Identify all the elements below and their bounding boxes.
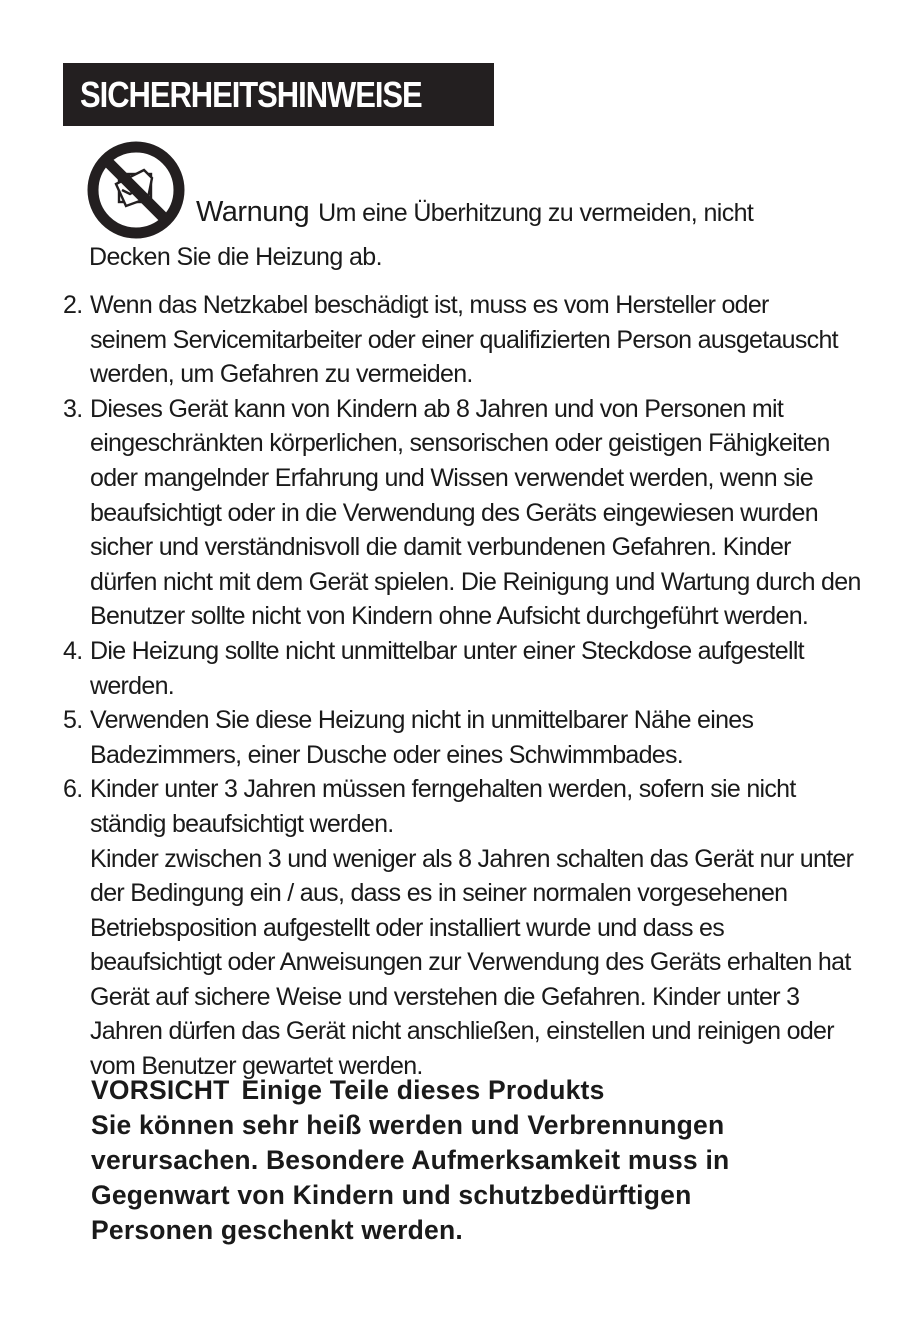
caution-text: Einige Teile dieses Produkts — [241, 1075, 605, 1105]
warning-continuation: Decken Sie die Heizung ab. — [89, 243, 382, 271]
section-title: SICHERHEITSHINWEISE — [80, 74, 422, 115]
item-line: ständig beaufsichtigt werden. — [90, 809, 394, 838]
caution-line — [91, 1073, 729, 1108]
warning-text: Um eine Überhitzung zu vermeiden, nicht — [318, 199, 754, 227]
caution-line: Gegenwart von Kindern und schutzbedürftigen — [91, 1180, 692, 1210]
list-item — [63, 288, 863, 392]
item-number: 6. — [63, 775, 83, 804]
warning-line — [196, 196, 753, 229]
item-number: 2. — [63, 291, 83, 319]
item-number: 5. — [63, 706, 83, 735]
list-item — [63, 703, 863, 772]
caution-line: Sie können sehr heiß werden und Verbrennungen — [91, 1110, 725, 1140]
item-line: eingeschränkten körperlichen, sensorischen oder geistigen Fähigkeiten — [90, 429, 830, 458]
item-line: beaufsichtigt oder in die Verwendung des Geräts eingewiesen wurden — [90, 498, 818, 527]
item-line: vom Benutzer gewartet werden. — [90, 1052, 423, 1081]
item-line: Kinder zwischen 3 und weniger als 8 Jahren schalten das Gerät nur unter — [90, 844, 854, 873]
list-item — [63, 634, 863, 703]
warning-label: Warnung — [196, 196, 310, 228]
item-line: Dieses Gerät kann von Kindern ab 8 Jahren und von Personen mit — [90, 394, 784, 423]
list-item — [63, 772, 863, 841]
item-line: Benutzer sollte nicht von Kindern ohne Aufsicht durchgeführt werden. — [90, 602, 809, 631]
item-line: beaufsichtigt oder Anweisungen zur Verwendung des Geräts erhalten hat — [90, 948, 851, 977]
item-line: Badezimmers, einer Dusche oder eines Schwimmbades. — [90, 740, 684, 769]
caution-notice — [91, 1073, 729, 1248]
item-line: Wenn das Netzkabel beschädigt ist, muss es vom Hersteller oder — [90, 291, 769, 319]
item-line: Gerät auf sichere Weise und verstehen die Gefahren. Kinder unter 3 — [90, 982, 800, 1011]
item-continuation — [63, 842, 863, 1084]
caution-line: verursachen. Besondere Aufmerksamkeit muss in — [91, 1145, 730, 1175]
section-title-bar — [63, 63, 494, 126]
item-line: Verwenden Sie diese Heizung nicht in unmittelbarer Nähe eines — [90, 706, 754, 735]
item-line: werden. — [90, 671, 175, 700]
item-line: seinem Servicemitarbeiter oder einer qualifizierten Person ausgetauscht — [90, 325, 838, 354]
item-line: oder mangelnder Erfahrung und Wissen verwendet werden, wenn sie — [90, 463, 814, 492]
item-number: 4. — [63, 636, 83, 665]
item-number: 3. — [63, 394, 83, 423]
item-line: Kinder unter 3 Jahren müssen ferngehalten werden, sofern sie nicht — [90, 775, 796, 804]
caution-line: Personen geschenkt werden. — [91, 1215, 463, 1245]
item-line: Jahren dürfen das Gerät nicht anschließen, einstellen und reinigen oder — [90, 1017, 834, 1046]
item-line: sicher und verständnisvoll die damit verbundenen Gefahren. Kinder — [90, 533, 791, 562]
item-line: Betriebsposition aufgestellt oder installiert wurde und dass es — [90, 913, 725, 942]
no-covering-icon — [86, 140, 186, 240]
item-line: der Bedingung ein / aus, dass es in seiner normalen vorgesehenen — [90, 879, 788, 908]
list-item — [63, 392, 863, 634]
caution-label: VORSICHT — [91, 1075, 230, 1105]
item-line: dürfen nicht mit dem Gerät spielen. Die Reinigung und Wartung durch den — [90, 567, 861, 596]
safety-list — [63, 288, 863, 1084]
item-line: Die Heizung sollte nicht unmittelbar unter einer Steckdose aufgestellt — [90, 636, 804, 665]
item-line: werden, um Gefahren zu vermeiden. — [90, 360, 473, 389]
